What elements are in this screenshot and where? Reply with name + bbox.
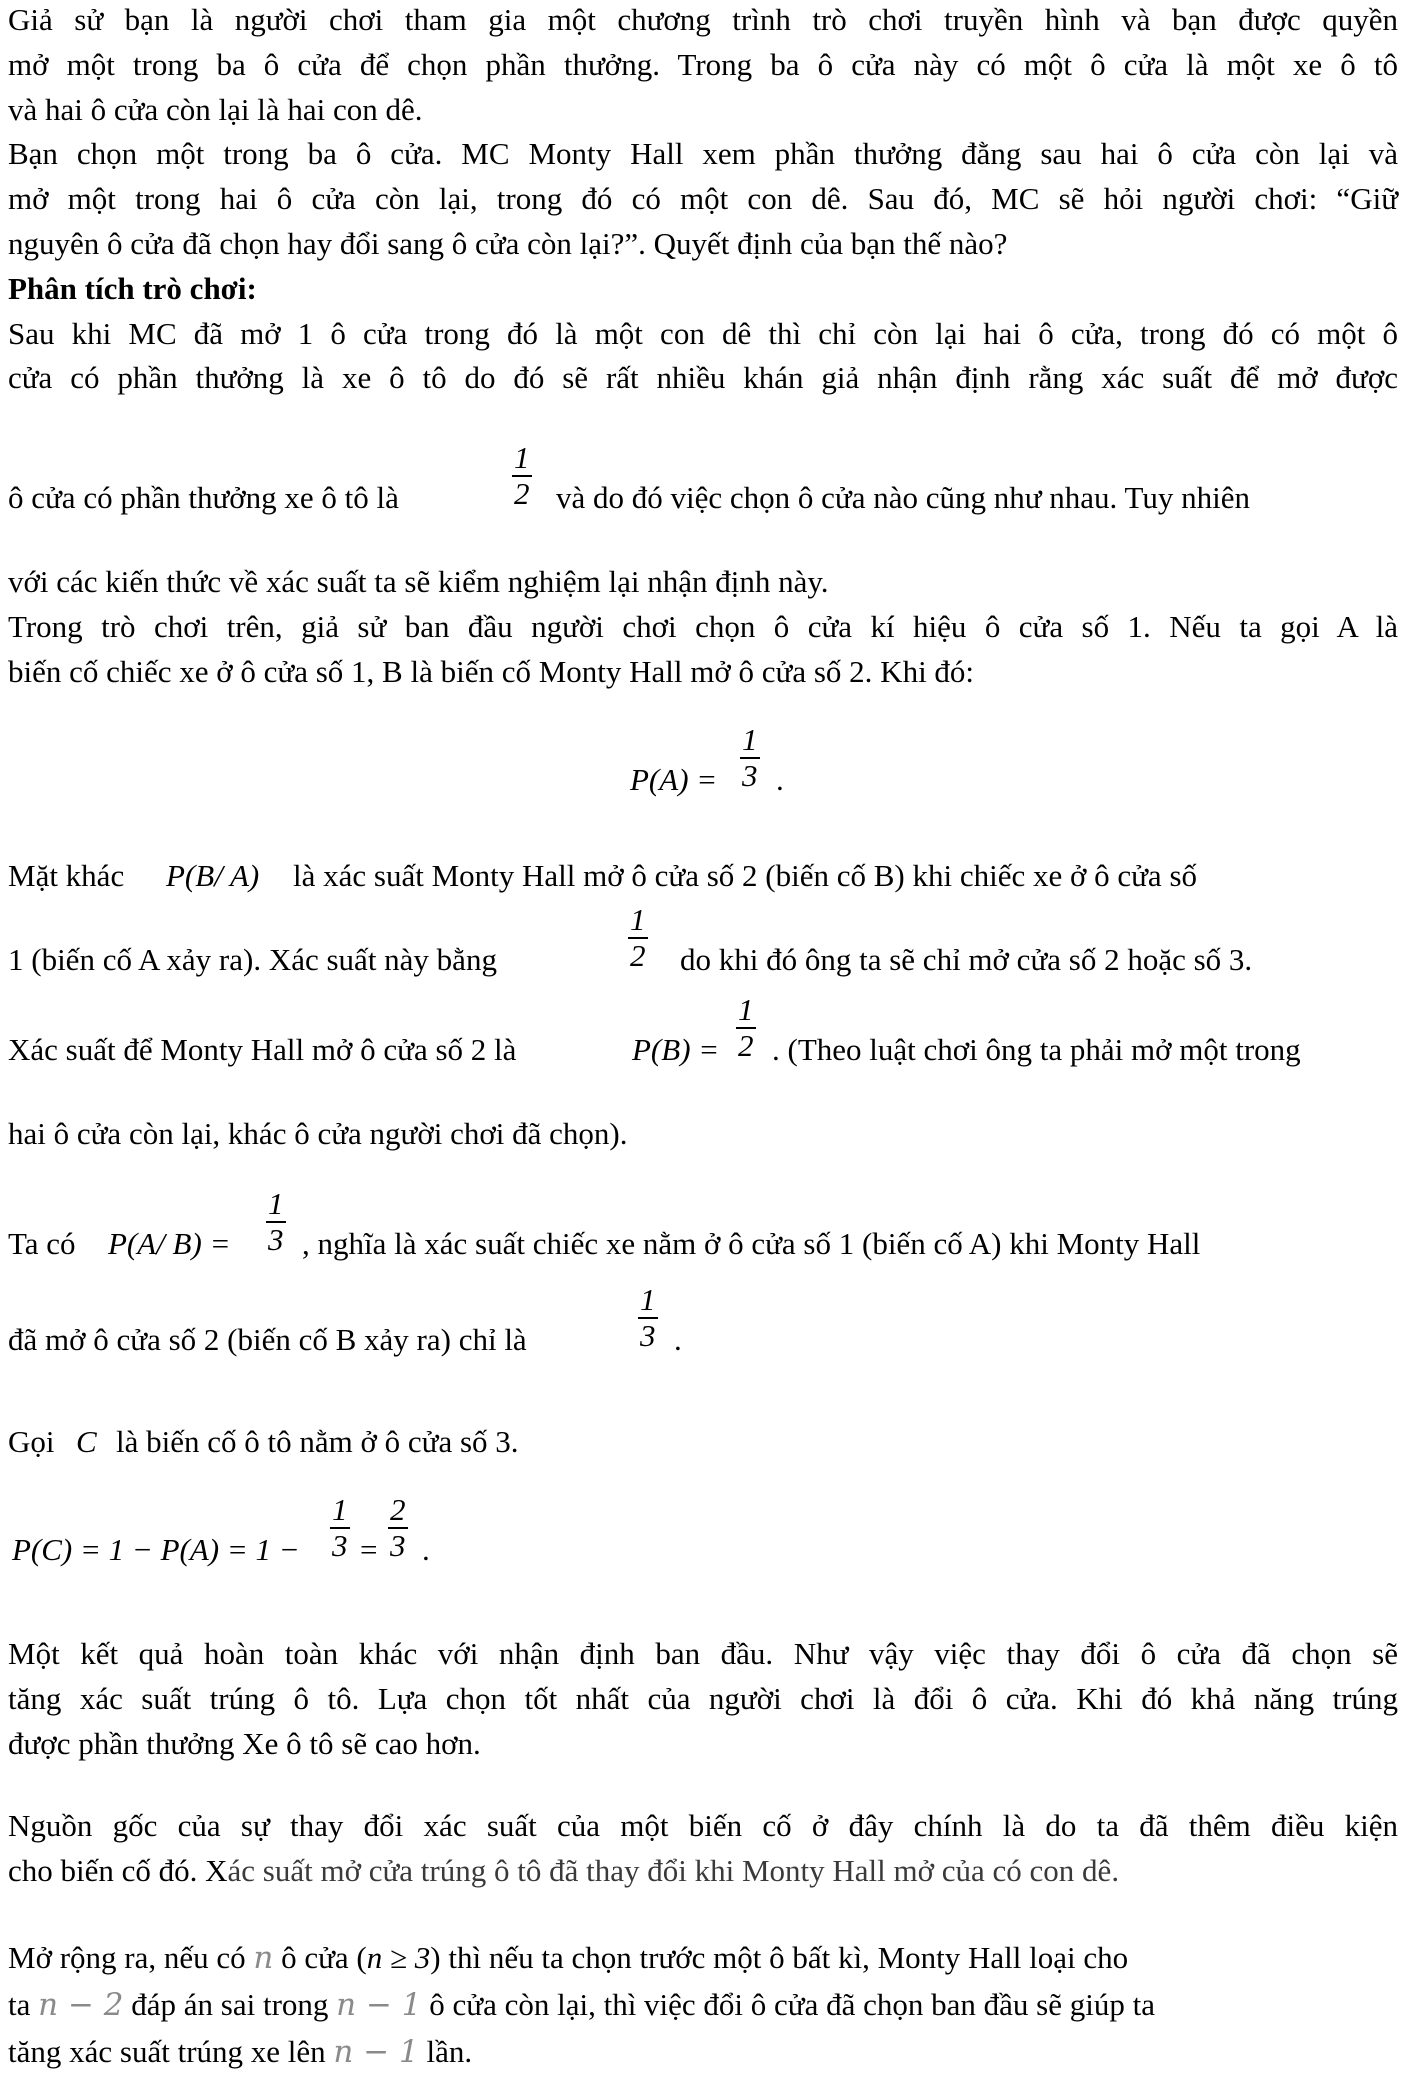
intro-line-5: mở một trong hai ô cửa còn lại, trong đó có một con dê. Sau đó, MC sẽ hỏi người chơi: “Giữ (8, 181, 1398, 216)
analysis-line-1: Sau khi MC đã mở 1 ô cửa trong đó là một con dê thì chỉ còn lại hai ô cửa, trong đó có một ô (8, 316, 1398, 351)
extension-line-3 (8, 2032, 472, 2072)
extension-l3-a: tăng xác suất trúng xe lên (8, 2034, 326, 2069)
fraction-denominator: 2 (630, 938, 646, 973)
extension-n-minus-2: n − 2 (38, 1987, 124, 2023)
bayes-line-1-after: , nghĩa là xác suất chiếc xe nằm ở ô cửa số 1 (biến cố A) khi Monty Hall (302, 1226, 1201, 1261)
fraction-denominator: 3 (268, 1222, 284, 1257)
event-c-after: là biến cố ô tô nằm ở ô cửa số 3. (116, 1424, 519, 1459)
extension-l2-b: đáp án sai trong (131, 1987, 329, 2022)
fraction-numerator: 1 (738, 992, 754, 1027)
intro-line-6: nguyên ô cửa đã chọn hay đổi sang ô cửa còn lại?”. Quyết định của bạn thế nào? (8, 226, 1008, 261)
intro-line-4: Bạn chọn một trong ba ô cửa. MC Monty Hall xem phần thưởng đằng sau hai ô cửa còn lại và (8, 136, 1398, 171)
fraction-denominator: 3 (332, 1528, 348, 1563)
analysis-line-3-before: ô cửa có phần thưởng xe ô tô là (8, 480, 399, 515)
fraction-one-half (628, 903, 648, 973)
intro-line-3: và hai ô cửa còn lại là hai con dê. (8, 92, 423, 127)
fraction-numerator: 2 (390, 1492, 406, 1527)
fraction-denominator: 2 (514, 476, 530, 511)
conditional-line-2-after: do khi đó ông ta sẽ chỉ mở cửa số 2 hoặc số 3. (680, 942, 1253, 977)
conditional-line-3-before: Xác suất để Monty Hall mở ô cửa số 2 là (8, 1032, 517, 1067)
extension-l3-b: lần. (426, 2034, 473, 2069)
fraction-one-third (740, 723, 760, 793)
conditional-line-3-after: . (Theo luật chơi ông ta phải mở một trong (772, 1032, 1301, 1067)
equation-pa-tail: . (776, 762, 784, 797)
extension-line-2 (8, 1985, 1155, 2025)
extension-l1-c: ) thì nếu ta chọn trước một ô bất kì, Monty Hall loại cho (430, 1940, 1129, 1975)
equation-pc-tail: . (422, 1532, 430, 1567)
extension-var-n: n (253, 1940, 274, 1976)
fraction-numerator: 1 (742, 722, 758, 757)
bayes-line-2-before: đã mở ô cửa số 2 (biến cố B xảy ra) chỉ là (8, 1322, 527, 1357)
fraction-denominator: 3 (640, 1318, 656, 1353)
origin-line-1: Nguồn gốc của sự thay đổi xác suất của một biến cố ở đây chính là do ta đã thêm điều kiện (8, 1808, 1398, 1843)
fraction-numerator: 1 (630, 902, 646, 937)
fraction-one-half (512, 441, 532, 511)
fraction-one-half (736, 993, 756, 1063)
extension-line-1 (8, 1938, 1398, 1978)
fraction-denominator: 3 (742, 758, 758, 793)
conclusion-line-2: tăng xác suất trúng ô tô. Lựa chọn tốt nhất của người chơi là đổi ô cửa. Khi đó khả năng trúng (8, 1681, 1398, 1716)
analysis-line-2: cửa có phần thưởng là xe ô tô do đó sẽ rất nhiều khán giả nhận định rằng xác suất để mở được (8, 360, 1398, 395)
origin-line-2 (8, 1851, 1119, 1891)
extension-l1-a: Mở rộng ra, nếu có (8, 1940, 246, 1975)
extension-l2-c: ô cửa còn lại, thì việc đổi ô cửa đã chọn ban đầu sẽ giúp ta (429, 1987, 1155, 2022)
intro-line-1: Giả sử bạn là người chơi tham gia một chương trình trò chơi truyền hình và bạn được quyền (8, 2, 1398, 37)
fraction-denominator: 2 (738, 1028, 754, 1063)
fraction-numerator: 1 (268, 1186, 284, 1221)
conditional-line-4: hai ô cửa còn lại, khác ô cửa người chơi đã chọn). (8, 1116, 628, 1151)
extension-condition: n ≥ 3 (366, 1940, 431, 1975)
fraction-numerator: 1 (514, 440, 530, 475)
extension-l1-b: ô cửa ( (281, 1940, 367, 1975)
analysis-line-5: Trong trò chơi trên, giả sử ban đầu người chơi chọn ô cửa kí hiệu ô cửa số 1. Nếu ta gọi A là (8, 609, 1398, 644)
event-c-var: C (76, 1424, 97, 1459)
extension-n-minus-1: n − 1 (333, 2034, 419, 2070)
bayes-line-2-after: . (674, 1322, 682, 1357)
extension-l2-a: ta (8, 1987, 31, 2022)
conditional-expr-pb-given-a: P(B/ A) (166, 858, 260, 893)
fraction-one-third (330, 1493, 350, 1563)
fraction-numerator: 1 (640, 1282, 656, 1317)
equation-pa-lhs: P(A) = (630, 762, 718, 797)
fraction-two-thirds (388, 1493, 408, 1563)
conditional-line-1-after: là xác suất Monty Hall mở ô cửa số 2 (biến cố B) khi chiếc xe ở ô cửa số (293, 858, 1198, 893)
equation-pc-lhs: P(C) = 1 − P(A) = 1 − (12, 1532, 300, 1567)
fraction-denominator: 3 (390, 1528, 406, 1563)
conclusion-line-1: Một kết quả hoàn toàn khác với nhận định ban đầu. Như vậy việc thay đổi ô cửa đã chọn sẽ (8, 1636, 1398, 1671)
origin-line-2-a: cho biến cố đó. X (8, 1853, 228, 1888)
bayes-expr-pa-given-b: P(A/ B) = (108, 1226, 231, 1261)
analysis-line-6: biến cố chiếc xe ở ô cửa số 1, B là biến cố Monty Hall mở ô cửa số 2. Khi đó: (8, 654, 975, 689)
equation-pc-equals: = (360, 1532, 378, 1567)
conditional-line-1-before: Mặt khác (8, 858, 125, 893)
fraction-one-third (266, 1187, 286, 1257)
origin-line-2-b: ác suất mở cửa trúng ô tô đã thay đổi khi Monty Hall mở của có con dê. (227, 1853, 1120, 1888)
analysis-line-4: với các kiến thức về xác suất ta sẽ kiểm nghiệm lại nhận định này. (8, 564, 829, 599)
fraction-numerator: 1 (332, 1492, 348, 1527)
extension-n-minus-1: n − 1 (336, 1987, 422, 2023)
fraction-one-third (638, 1283, 658, 1353)
section-heading: Phân tích trò chơi: (8, 271, 257, 306)
conditional-line-2-before: 1 (biến cố A xảy ra). Xác suất này bằng (8, 942, 497, 977)
intro-line-2: mở một trong ba ô cửa để chọn phần thưởng. Trong ba ô cửa này có một ô cửa là một xe ô tô (8, 47, 1398, 82)
analysis-line-3-after: và do đó việc chọn ô cửa nào cũng như nhau. Tuy nhiên (556, 480, 1250, 515)
conditional-expr-pb: P(B) = (632, 1032, 720, 1067)
bayes-line-1-before: Ta có (8, 1226, 76, 1261)
conclusion-line-3: được phần thưởng Xe ô tô sẽ cao hơn. (8, 1726, 481, 1761)
event-c-before: Gọi (8, 1424, 55, 1459)
